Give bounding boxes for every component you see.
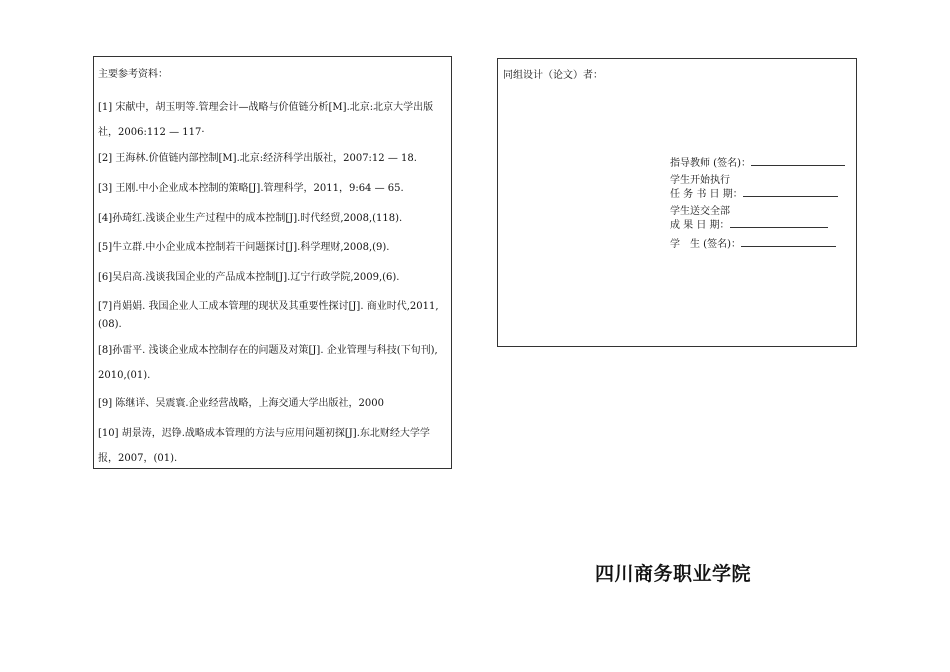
start-date-line bbox=[743, 187, 838, 197]
reference-item: [1] 宋献中，胡玉明等.管理会计—战略与价值链分析[M].北京:北京大学出版社，2006:112 — 117· bbox=[98, 102, 434, 138]
advisor-signature-line bbox=[751, 156, 845, 166]
reference-item: [3] 王刚.中小企业成本控制的策略[J].管理科学，2011，9:64 — 65. bbox=[98, 183, 404, 194]
student-signature-label: 学 生 (签名)： bbox=[670, 239, 741, 250]
submit-date-label-line1: 学生送交全部 bbox=[670, 206, 730, 217]
submit-date-line bbox=[730, 218, 828, 228]
reference-item: [2] 王海林.价值链内部控制[M].北京:经济科学出版社，2007:12 — 18. bbox=[98, 153, 417, 164]
reference-item: [9] 陈继详、吴震寰.企业经营战略，上海交通大学出版社，2000 bbox=[98, 398, 384, 409]
reference-item: [5]牛立群.中小企业成本控制若干问题探讨[J].科学理财,2008,(9). bbox=[98, 242, 390, 253]
submit-date-label-line2: 成 果 日 期： bbox=[670, 220, 730, 231]
reference-item: [7]肖娟娟. 我国企业人工成本管理的现状及其重要性探讨[J]. 商业时代,2011,(08). bbox=[98, 301, 439, 330]
submit-date-row bbox=[670, 218, 828, 232]
reference-item: [4]孙琦红.浅谈企业生产过程中的成本控制[J].时代经贸,2008,(118). bbox=[98, 213, 403, 224]
reference-item: [6]吴启高.浅谈我国企业的产品成本控制[J].辽宁行政学院,2009,(6). bbox=[98, 272, 400, 283]
start-date-label-line2: 任 务 书 日 期： bbox=[670, 189, 743, 200]
advisor-signature-label: 指导教师 (签名)： bbox=[670, 158, 751, 169]
reference-item: [10] 胡景涛，迟铮.战略成本管理的方法与应用问题初探[J].东北财经大学学报，2007，(01). bbox=[98, 428, 430, 464]
references-title: 主要参考资料： bbox=[98, 69, 168, 80]
school-name: 四川商务职业学院 bbox=[595, 563, 752, 585]
start-date-label-line1: 学生开始执行 bbox=[670, 175, 730, 186]
reference-item: [8]孙雷平. 浅谈企业成本控制存在的问题及对策[J]. 企业管理与科技(下旬刊), 2010,(01). bbox=[98, 345, 438, 381]
group-design-box bbox=[497, 58, 857, 347]
start-date-row bbox=[670, 187, 838, 201]
student-signature-row bbox=[670, 237, 836, 251]
student-signature-line bbox=[741, 237, 836, 247]
advisor-signature-row bbox=[670, 156, 845, 170]
group-design-title: 同组设计（论文）者： bbox=[503, 70, 603, 81]
references-box bbox=[93, 56, 452, 469]
